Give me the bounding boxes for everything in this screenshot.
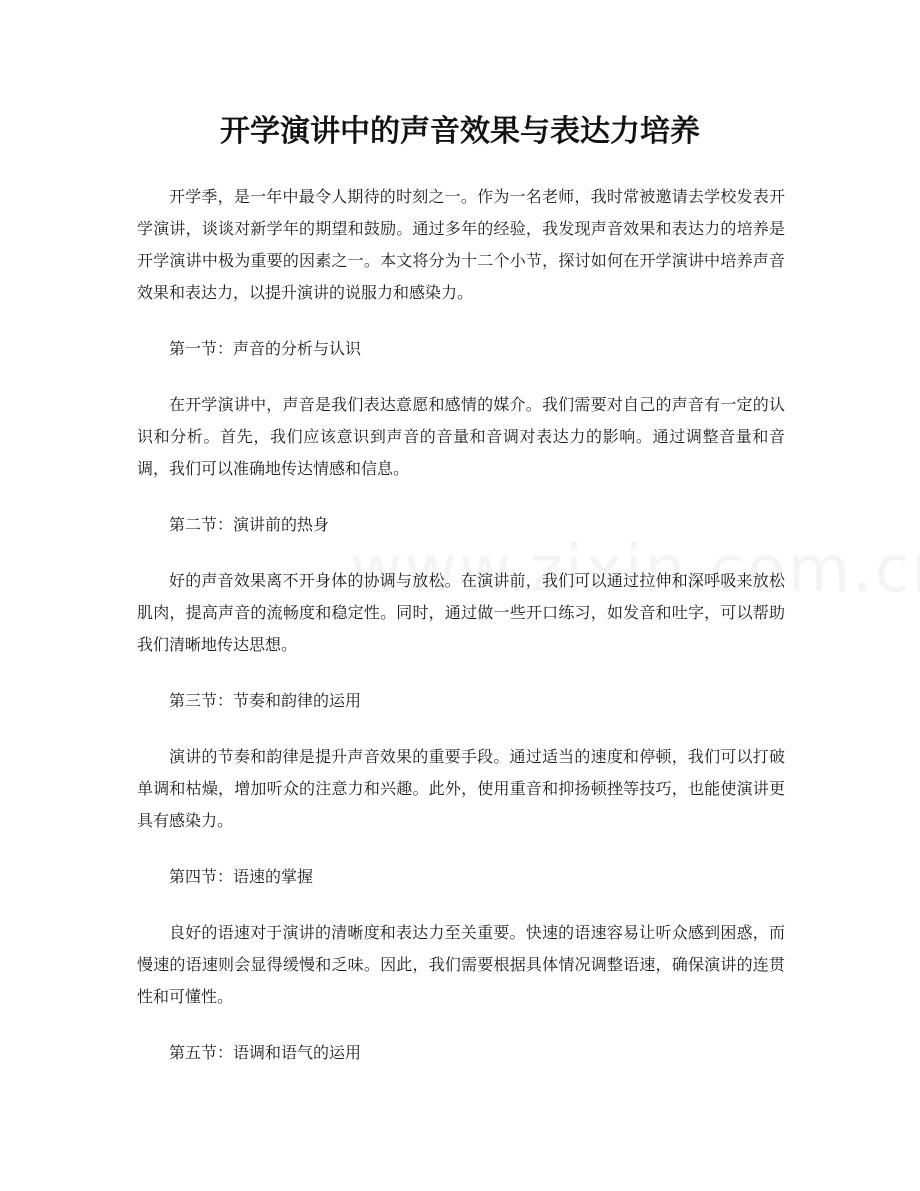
- section-paragraph-2: 好的声音效果离不开身体的协调与放松。在演讲前，我们可以通过拉伸和深呼吸来放松肌肉，提高声音的流畅度和稳定性。同时，通过做一些开口练习，如发音和吐字，可以帮助我们清晰地传达思想。: [137, 571, 785, 654]
- section-heading-3: 第三节：节奏和韵律的运用: [169, 691, 362, 710]
- document-body: [137, 181, 785, 1093]
- section-paragraph-4: 良好的语速对于演讲的清晰度和表达力至关重要。快速的语速容易让听众感到困惑，而慢速的语速则会显得缓慢和乏味。因此，我们需要根据具体情况调整语速，确保演讲的连贯性和可懂性。: [137, 923, 785, 1006]
- section-heading-5: 第五节：语调和语气的运用: [169, 1043, 362, 1062]
- document-title: 开学演讲中的声音效果与表达力培养: [220, 114, 700, 149]
- intro-paragraph: 开学季，是一年中最令人期待的时刻之一。作为一名老师，我时常被邀请去学校发表开学演讲，谈谈对新学年的期望和鼓励。通过多年的经验，我发现声音效果和表达力的培养是开学演讲中极为重要的因素之一。本文将分为十二个小节，探讨如何在开学演讲中培养声音效果和表达力，以提升演讲的说服力和感染力。: [137, 187, 785, 302]
- section-heading-4: 第四节：语速的掌握: [169, 867, 314, 886]
- section-heading-1: 第一节：声音的分析与认识: [169, 339, 362, 358]
- section-paragraph-1: 在开学演讲中，声音是我们表达意愿和感情的媒介。我们需要对自己的声音有一定的认识和分析。首先，我们应该意识到声音的音量和音调对表达力的影响。通过调整音量和音调，我们可以准确地传达情感和信息。: [137, 395, 785, 478]
- section-paragraph-3: 演讲的节奏和韵律是提升声音效果的重要手段。通过适当的速度和停顿，我们可以打破单调和枯燥，增加听众的注意力和兴趣。此外，使用重音和抑扬顿挫等技巧，也能使演讲更具有感染力。: [137, 747, 785, 830]
- section-heading-2: 第二节：演讲前的热身: [169, 515, 330, 534]
